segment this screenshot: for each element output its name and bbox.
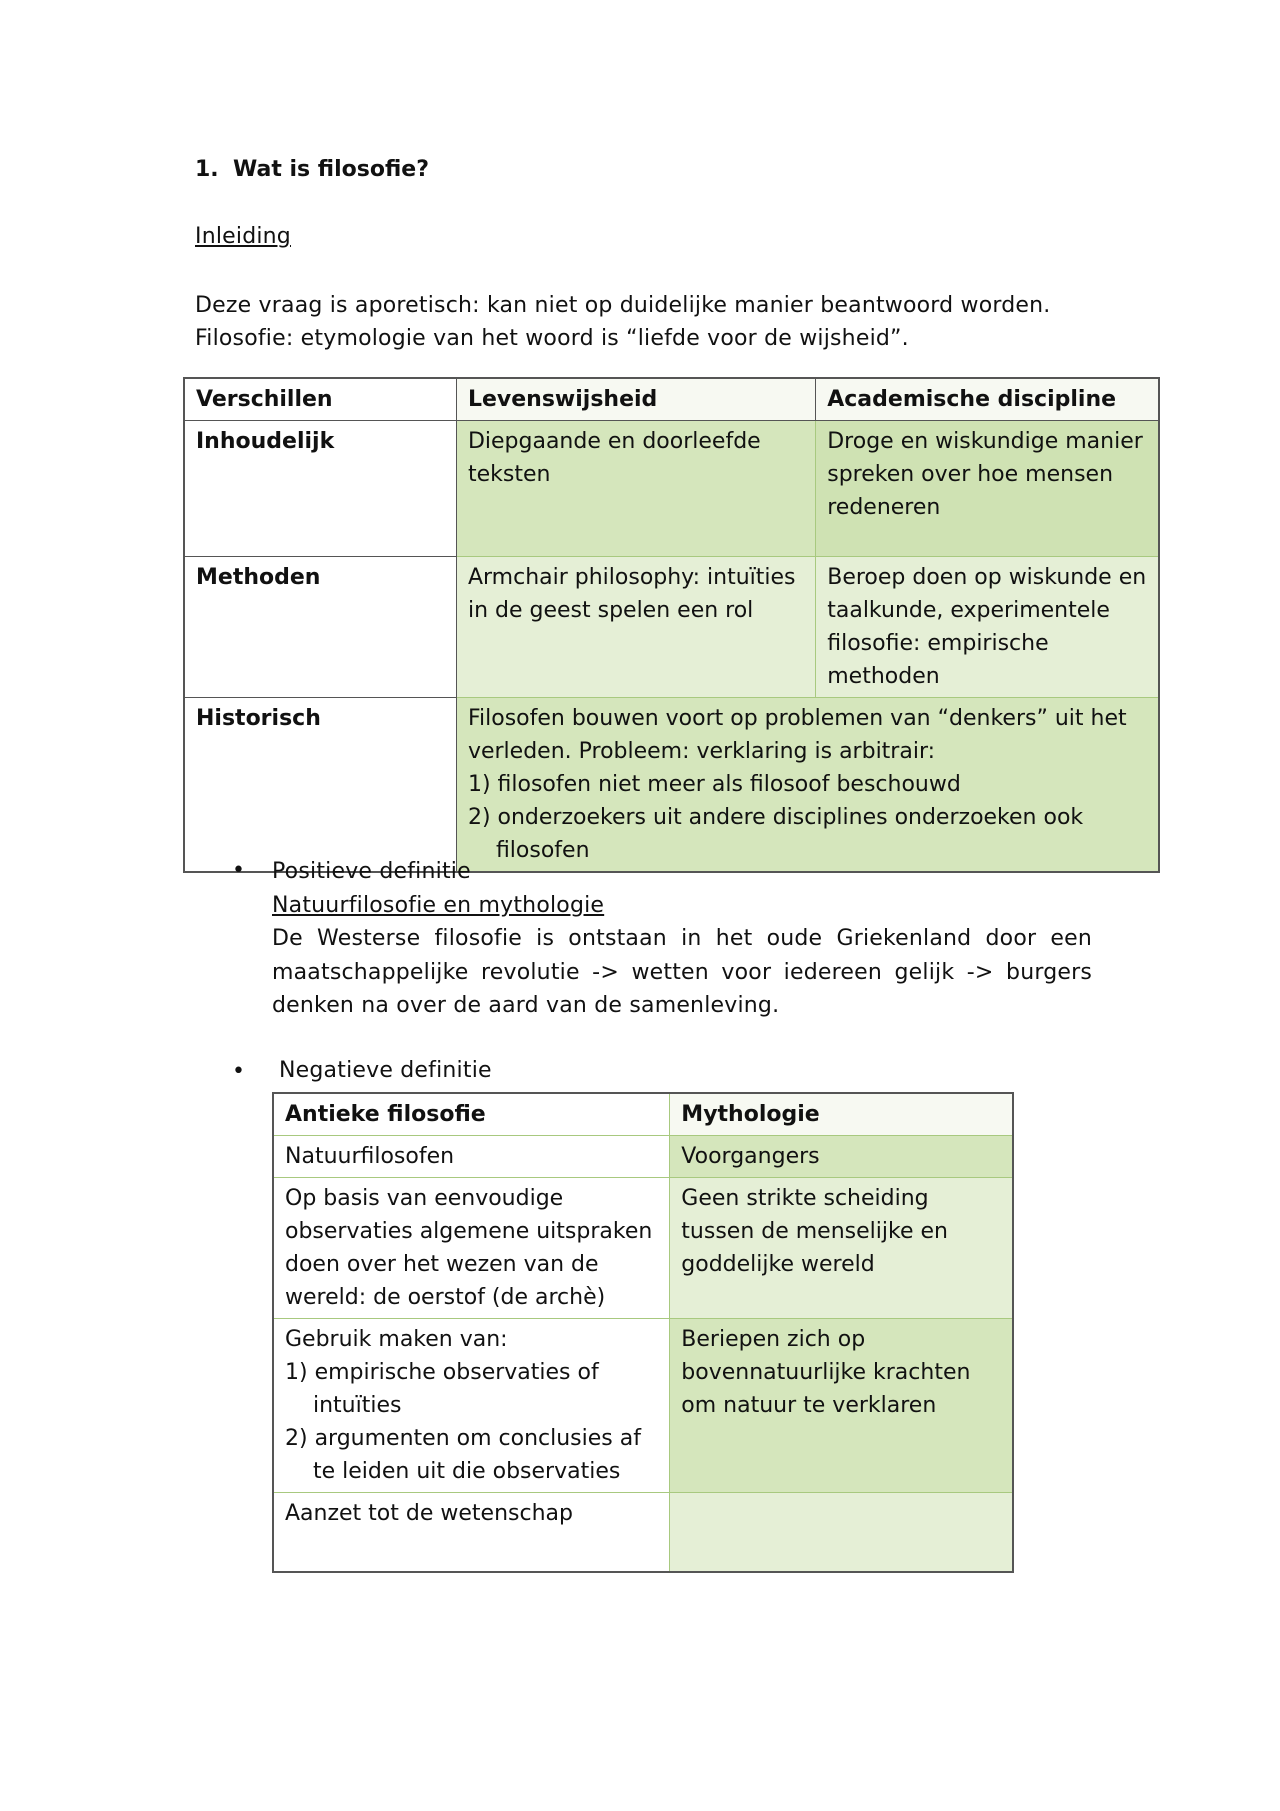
section-title: Wat is filosofie? bbox=[233, 157, 429, 182]
table-cell: Geen strikte scheiding tussen de menselijke en goddelijke wereld bbox=[670, 1178, 1013, 1319]
table-header-cell: Mythologie bbox=[670, 1093, 1013, 1136]
table-row bbox=[273, 1493, 1013, 1573]
table-header-cell: Academische discipline bbox=[816, 378, 1159, 421]
positive-definition-section bbox=[272, 855, 1092, 1023]
numbered-list bbox=[468, 768, 1148, 867]
list-item: 1) filosofen niet meer als filosoof beschouwd bbox=[467, 772, 961, 797]
intro-line: Filosofie: etymologie van het woord is “liefde voor de wijsheid”. bbox=[195, 326, 909, 351]
table-row bbox=[273, 1136, 1013, 1178]
table-row bbox=[273, 1178, 1013, 1319]
table-cell: Beriepen zich op bovennatuurlijke krachten om natuur te verklaren bbox=[670, 1319, 1013, 1493]
table-header-row bbox=[184, 378, 1159, 421]
row-label: Historisch bbox=[184, 698, 456, 873]
table-cell: Op basis van eenvoudige observaties algemene uitspraken doen over het wezen van de wereld: de oerstof (de archè) bbox=[273, 1178, 670, 1319]
subheading: Natuurfilosofie en mythologie bbox=[272, 892, 605, 918]
table-cell: Beroep doen op wiskunde en taalkunde, experimentele filosofie: empirische methoden bbox=[816, 557, 1159, 698]
list-item: 2) argumenten om conclusies af te leiden uit die observaties bbox=[285, 1426, 641, 1484]
cell-text: Filosofen bouwen voort op problemen van “denkers” uit het verleden. Probleem: verklaring is arbitrair: bbox=[467, 706, 1127, 764]
cell-text: Gebruik maken van: bbox=[285, 1327, 508, 1352]
bullet-label: Positieve definitie bbox=[272, 859, 471, 884]
table-header-row bbox=[273, 1093, 1013, 1136]
table-header-cell: Verschillen bbox=[184, 378, 456, 421]
table-header-cell: Antieke filosofie bbox=[273, 1093, 670, 1136]
table-cell bbox=[670, 1493, 1013, 1573]
section-heading bbox=[195, 157, 429, 182]
subheading-inleiding: Inleiding bbox=[195, 224, 291, 249]
row-label: Methoden bbox=[184, 557, 456, 698]
bullet-point: • bbox=[232, 858, 245, 883]
table-cell bbox=[273, 1319, 670, 1493]
section-number: 1. bbox=[195, 157, 219, 182]
row-label: Inhoudelijk bbox=[184, 421, 456, 557]
table-cell: Droge en wiskundige manier spreken over hoe mensen redeneren bbox=[816, 421, 1159, 557]
table-cell: Armchair philosophy: intuïties in de geest spelen een rol bbox=[456, 557, 815, 698]
table-row bbox=[184, 421, 1159, 557]
table-cell-merged bbox=[456, 698, 1159, 873]
intro-paragraph bbox=[195, 289, 1095, 355]
table-row bbox=[184, 557, 1159, 698]
paragraph: De Westerse filosofie is ontstaan in het oude Griekenland door een maatschappelijke revolutie -> wetten voor iedereen gelijk -> burgers denken na over de aard van de samenleving. bbox=[272, 926, 1092, 1018]
table-header-cell: Levenswijsheid bbox=[456, 378, 815, 421]
comparison-table bbox=[272, 1092, 1014, 1573]
intro-line: Deze vraag is aporetisch: kan niet op duidelijke manier beantwoord worden. bbox=[195, 293, 1051, 318]
list-item: 1) empirische observaties of intuïties bbox=[285, 1360, 599, 1418]
bullet-label: Negatieve definitie bbox=[279, 1058, 492, 1083]
table-cell: Natuurfilosofen bbox=[273, 1136, 670, 1178]
table-cell: Aanzet tot de wetenschap bbox=[273, 1493, 670, 1573]
list-item: 2) onderzoekers uit andere disciplines onderzoeken ook filosofen bbox=[467, 805, 1084, 863]
numbered-list bbox=[285, 1356, 659, 1488]
differences-table bbox=[183, 377, 1160, 873]
table-cell: Voorgangers bbox=[670, 1136, 1013, 1178]
table-cell: Diepgaande en doorleefde teksten bbox=[456, 421, 815, 557]
table-row bbox=[184, 698, 1159, 873]
bullet-point: • bbox=[232, 1059, 245, 1084]
table-row bbox=[273, 1319, 1013, 1493]
